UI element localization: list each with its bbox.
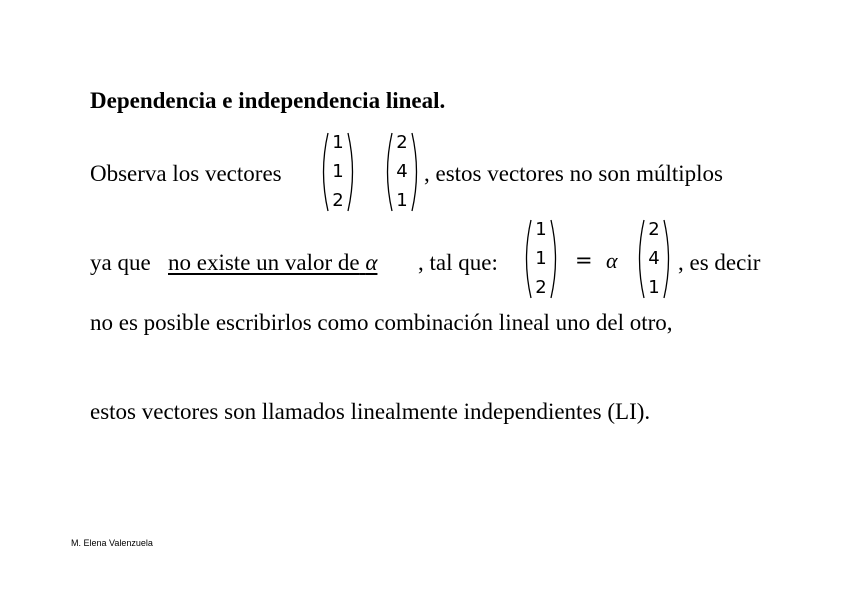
vector-b-entry: 1: [396, 190, 408, 211]
alpha-symbol: α: [365, 250, 378, 275]
line2-prefix: ya que: [90, 250, 151, 275]
slide-title: Dependencia e independencia lineal.: [90, 88, 446, 113]
vector-a-entry: 2: [535, 277, 547, 298]
vector-a-entry: 1: [535, 248, 547, 269]
underlined-text: no existe un valor de: [168, 250, 360, 275]
equals-sign: =: [575, 248, 593, 272]
line1-suffix: , estos vectores no son múltiplos: [424, 161, 723, 186]
line2-suffix: , es decir: [678, 250, 761, 275]
vector-a-entry: 2: [332, 190, 344, 211]
vector-a: [318, 131, 358, 213]
alpha-coefficient: α: [606, 248, 618, 273]
line3-text: no es posible escribirlos como combinación lineal uno del otro,: [90, 310, 673, 335]
line4-text: estos vectores son llamados linealmente independientes (LI).: [90, 399, 651, 424]
vector-b: [382, 131, 422, 213]
vector-b-entry: 1: [648, 277, 660, 298]
vector-b-entry: 4: [396, 161, 408, 182]
vector-b-equation: [634, 218, 674, 300]
author-footer: M. Elena Valenzuela: [71, 538, 153, 548]
vector-b-entry: 4: [648, 248, 660, 269]
line2-middle: , tal que:: [418, 250, 498, 275]
vector-a-entry: 1: [332, 161, 344, 182]
line1-prefix: Observa los vectores: [90, 161, 282, 186]
vector-b-entry: 2: [396, 132, 408, 153]
vector-a-entry: 1: [332, 132, 344, 153]
vector-a-equation: [521, 218, 561, 300]
vector-a-entry: 1: [535, 219, 547, 240]
underlined-phrase: [168, 251, 377, 274]
vector-b-entry: 2: [648, 219, 660, 240]
